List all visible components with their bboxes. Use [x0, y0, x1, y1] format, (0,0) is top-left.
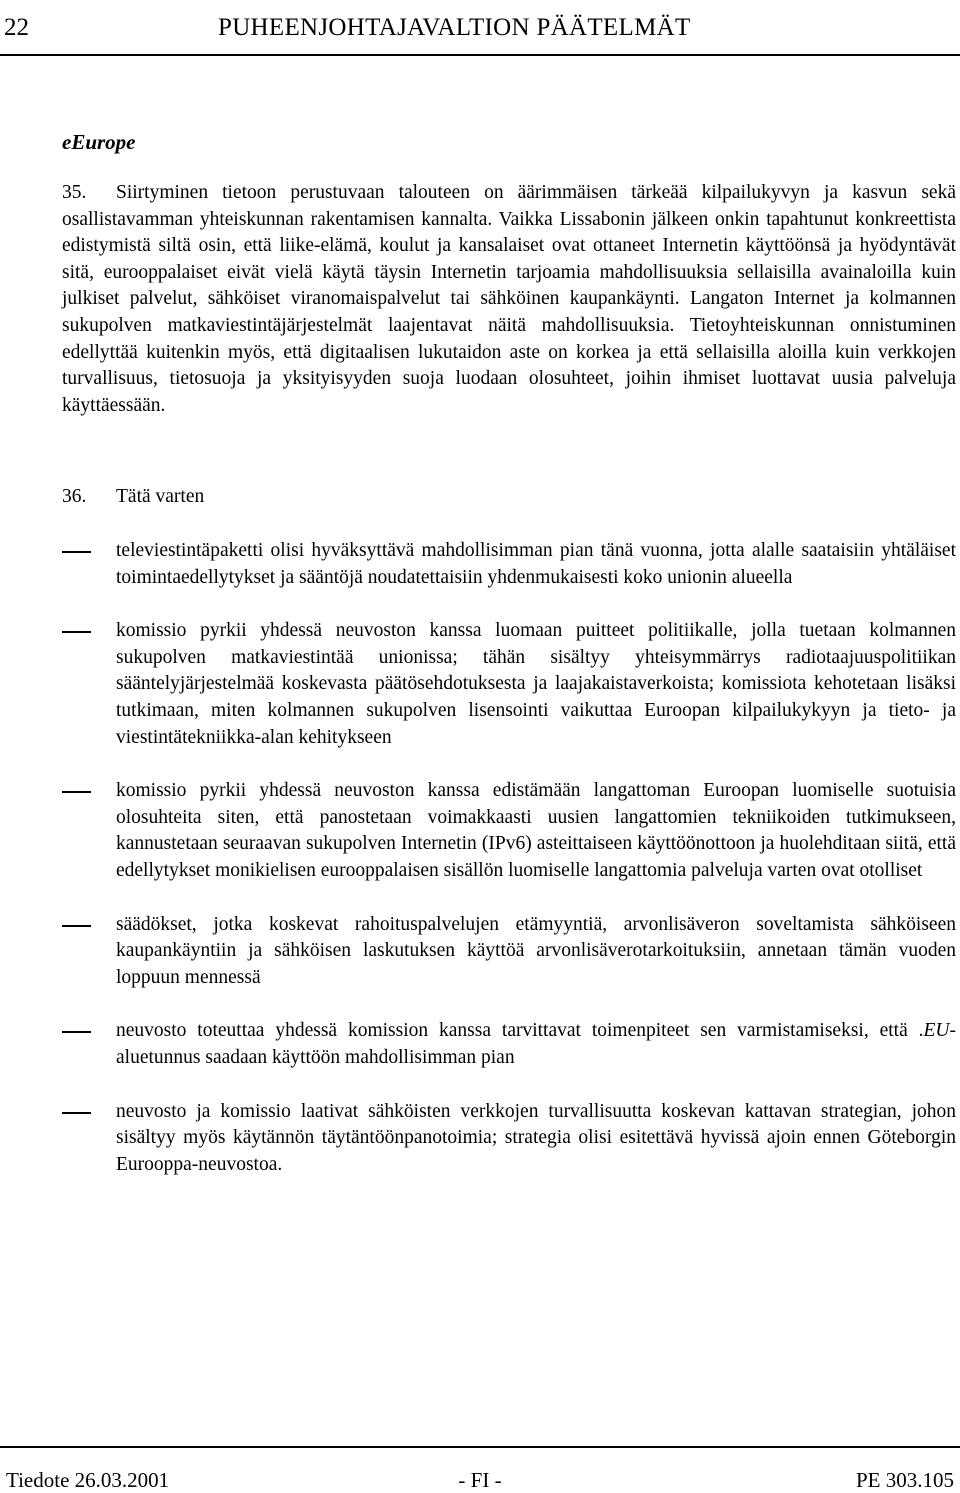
list-item-text: televiestintäpaketti olisi hyväksyttävä mahdollisimman pian tänä vuonna, jotta alalle saataisiin yhtäläiset toimintaedellytykset ja sääntöjä noudatettaisiin yhdenmukaisesti koko unionin alueella [116, 540, 956, 588]
document-title: PUHEENJOHTAJAVALTION PÄÄTELMÄT [218, 14, 691, 41]
footer-release-date: Tiedote 26.03.2001 [6, 1468, 170, 1492]
footer-reference: PE 303.105 [855, 1468, 954, 1492]
page-footer [0, 1446, 960, 1491]
paragraph-35 [62, 180, 956, 419]
action-list [62, 538, 956, 1205]
list-item-text-part: -aluetunnus saadaan käyttöön mahdollisimman pian [116, 1020, 956, 1068]
paragraph-36 [62, 484, 956, 511]
dash-bullet [62, 791, 91, 793]
footer-language: - FI - [458, 1468, 502, 1492]
dash-bullet [62, 551, 91, 553]
list-item [62, 912, 956, 992]
list-item-text-part: neuvosto toteuttaa yhdessä komission kanssa tarvittavat toimenpiteet sen varmistamiseksi, että . [116, 1020, 924, 1042]
list-item-text: neuvosto ja komissio laativat sähköisten verkkojen turvallisuutta koskevan kattavan strategian, johon sisältyy myös käytännön täytäntöönpanotoimia; strategia olisi esitettävä hyvissä ajoin ennen Göteborgin Eurooppa-neuvostoa. [116, 1100, 956, 1175]
list-item [62, 1018, 956, 1071]
paragraph-35-text: Siirtyminen tietoon perustuvaan talouteen on äärimmäisen tärkeää kilpailukyvyn ja kasvun sekä osallistavamman yhteiskunnan rakentamisen kannalta. Vaikka Lissabonin jälkeen onkin tapahtunut konkreettista edistymistä siltä osin, että liike-elämä, koulut ja kansalaiset ovat ottaneet Internetin käyttöönsä ja hyödyntävät sitä, eurooppalaiset eivät vielä käytä täysin Internetin tarjoamia mahdollisuuksia sellaisilla avainaloilla kuin julkiset palvelut, sähköiset viranomaispalvelut tai sähköinen kaupankäynti. Langaton Internet ja kolmannen sukupolven matkaviestintäjärjestelmät laajentavat näitä mahdollisuuksia. Tietoyhteiskunnan onnistuminen edellyttää kuitenkin myös, että digitaalisen lukutaidon aste on korkea ja että sellaisilla aloilla kuin verkkojen turvallisuus, tietosuoja ja yksityisyyden suoja luodaan olosuhteet, joihin ihmiset luottavat uusia palveluja käyttäessään. [62, 182, 956, 416]
list-item-text-italic: EU [923, 1020, 950, 1042]
paragraph-36-number: 36. [62, 486, 87, 507]
page-number: 22 [4, 14, 29, 41]
footer-rule [0, 1446, 960, 1448]
paragraph-36-intro: Tätä varten [116, 486, 205, 507]
list-item [62, 778, 956, 884]
dash-bullet [62, 1112, 91, 1114]
dash-bullet [62, 1031, 91, 1033]
header-rule [0, 54, 960, 56]
dash-bullet [62, 631, 91, 633]
list-item [62, 538, 956, 591]
dash-bullet [62, 925, 91, 927]
list-item [62, 1099, 956, 1179]
paragraph-35-number: 35. [62, 182, 87, 203]
page-header [0, 8, 960, 52]
list-item-text: säädökset, jotka koskevat rahoituspalvelujen etämyyntiä, arvonlisäveron soveltamista sähköiseen kaupankäyntiin ja sähköisen laskutuksen käyttöä arvonlisäverotarkoituksiin, annetaan tämän vuoden loppuun mennessä [116, 913, 956, 988]
section-title: eEurope [62, 130, 136, 154]
list-item [62, 618, 956, 751]
list-item-text: komissio pyrkii yhdessä neuvoston kanssa edistämään langattoman Euroopan luomiselle suotuisia olosuhteita siten, että panostetaan voimakkaasti uusien langattomien tekniikoiden tutkimukseen, kannustetaan seuraavan sukupolven Internetin (IPv6) asteittaiseen käyttöönottoon ja huolehditaan siitä, että edellytykset monikielisen eurooppalaisen sisällön luomiselle langattomia palveluja varten ovat otolliset [116, 780, 956, 881]
list-item-text: komissio pyrkii yhdessä neuvoston kanssa luomaan puitteet politiikalle, jolla tuetaan kolmannen sukupolven matkaviestintää unionissa; tähän sisältyy yhteisymmärrys radiotaajuuspolitiikan sääntelyjärjestelmää koskevasta päätösehdotuksesta ja laajakaistaverkoista; komissiota kehotetaan lisäksi tutkimaan, miten kolmannen sukupolven lisensointi vaikuttaa Euroopan kilpailukykyyn ja tieto- ja viestintätekniikka-alan kehitykseen [116, 620, 956, 748]
